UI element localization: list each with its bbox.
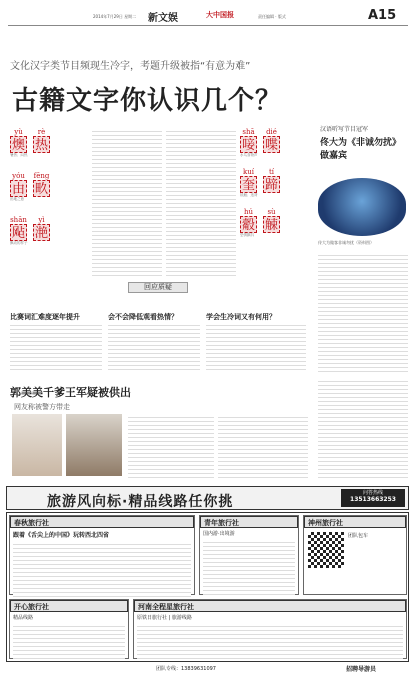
ad-block: [133, 599, 407, 659]
gloss: 暑热；闷热: [10, 153, 28, 157]
hotline-number: 13513663253: [350, 496, 396, 503]
pinyin: dié: [266, 128, 277, 136]
pinyin: hú: [243, 208, 254, 216]
footer-right: 招聘导游员: [346, 666, 377, 673]
char: 觳: [241, 218, 255, 233]
story2-sub: 网友称被警方带走: [14, 403, 70, 411]
char: 觫: [264, 218, 278, 233]
pinyin: shā: [242, 128, 255, 136]
headline: 古籍文字你认识几个？: [12, 86, 283, 116]
gloss: 恐惧颤抖: [240, 233, 254, 237]
body-column: [318, 378, 408, 480]
footer-phone: 团队专线：13839631097: [156, 666, 216, 672]
char-block-left: [10, 128, 84, 246]
body-column: [218, 414, 308, 480]
section-title: 新文娱: [148, 13, 178, 24]
body-column: [128, 414, 214, 480]
gloss: 抵触；违背: [240, 193, 258, 197]
sidebar-head: 汉语听写节目冠军: [320, 126, 369, 133]
gloss: 田地之意: [10, 197, 24, 201]
ad-banner-title: 旅游风向标·精品线路任你挑: [47, 494, 234, 510]
char-pair: [240, 208, 314, 238]
ad-tagline: 跟着《舌尖上的中国》玩转西北四省: [13, 532, 110, 539]
ad-block: [9, 515, 195, 595]
char: 滟: [34, 226, 48, 241]
ad-title: 神州旅行社: [304, 516, 406, 528]
pinyin: yóu: [12, 172, 25, 180]
char: 由: [11, 182, 25, 197]
char: 奎: [241, 178, 255, 193]
kicker: 文化汉字类节目频现生冷字，考题升级被指“有意为难”: [10, 61, 251, 72]
hotline-label: 问答热线: [362, 490, 383, 496]
gloss: 水鸟食物声: [240, 153, 258, 157]
ad-tagline: 原铁日旅行社 | 旅游线路: [137, 615, 192, 621]
ad-title: 河南全程星旅行社: [134, 600, 406, 612]
page-number: A15: [368, 8, 397, 23]
photo-person-2: [66, 414, 122, 476]
ad-tagline: 团队包车: [348, 533, 369, 539]
photo-person-1: [12, 414, 62, 476]
char-block-right: [240, 128, 314, 238]
pinyin: fēng: [33, 172, 50, 180]
ad-block: [303, 515, 407, 595]
ads-grid: [6, 512, 409, 662]
sub-heading-box: 回应质疑: [128, 282, 188, 293]
photo-tv-show: [318, 178, 406, 236]
pinyin: tí: [268, 168, 275, 176]
ad-title: 青年旅行社: [200, 516, 298, 528]
body-column: [108, 322, 200, 372]
char: 畂: [34, 182, 48, 197]
sidebar-title: 佟大为《非诚勿扰》: [320, 138, 402, 148]
sidebar-body: [318, 252, 408, 372]
ad-body: [137, 623, 403, 659]
subhead: 会不会降低观看热情？: [108, 313, 178, 321]
char-pair: [240, 128, 314, 158]
header-rule: [8, 25, 408, 26]
editor-line: 责任编辑 · 版式: [258, 14, 286, 19]
gloss: 飘动的样子: [10, 241, 28, 245]
ad-title: 开心旅行社: [10, 600, 128, 612]
char: 唼: [241, 138, 255, 153]
ad-block: [199, 515, 299, 595]
ad-body: [203, 539, 295, 595]
ad-tagline: 精品线路: [13, 615, 34, 621]
body-column: [10, 322, 102, 372]
subhead: 学会生冷词又有何用？: [206, 313, 276, 321]
pinyin: yì: [38, 216, 45, 224]
char-pair: [10, 128, 84, 158]
char-pair: [240, 168, 314, 198]
qr-code: [308, 532, 344, 568]
pinyin: kuí: [243, 168, 254, 176]
char-pair: [10, 216, 84, 246]
body-column: [166, 128, 236, 278]
ad-banner: [6, 486, 409, 510]
ad-title: 春秋旅行社: [10, 516, 194, 528]
hotline-box: [341, 489, 405, 507]
char-pair: [10, 172, 84, 202]
story2-headline: 郭美美千爹王军疑被供出: [10, 386, 131, 399]
photo-caption: 佟大为做客非诚勿扰（资料图）: [318, 240, 374, 245]
char: 燠: [11, 138, 25, 153]
body-column: [92, 128, 162, 278]
ad-body: [13, 541, 191, 597]
sidebar-story: [320, 124, 408, 161]
ad-tagline: 国内游·出境游: [203, 531, 235, 537]
pinyin: yù: [14, 128, 23, 136]
body-column: [206, 322, 306, 372]
char: 蹄: [264, 178, 278, 193]
brand-logo: 大中国报: [206, 11, 234, 19]
char: 飐: [11, 226, 25, 241]
pinyin: shān: [10, 216, 27, 224]
footer: [6, 664, 409, 674]
pinyin: rè: [37, 128, 46, 136]
ad-block: [9, 599, 129, 659]
ad-body: [13, 623, 125, 659]
pinyin: sù: [267, 208, 276, 216]
subhead: 比赛词汇难度逐年提升: [10, 313, 80, 321]
char: 热: [34, 138, 48, 153]
char: 喋: [264, 138, 278, 153]
date: 2014年7月29日 星期二: [93, 14, 137, 19]
sidebar-title-2: 做嘉宾: [320, 151, 348, 161]
